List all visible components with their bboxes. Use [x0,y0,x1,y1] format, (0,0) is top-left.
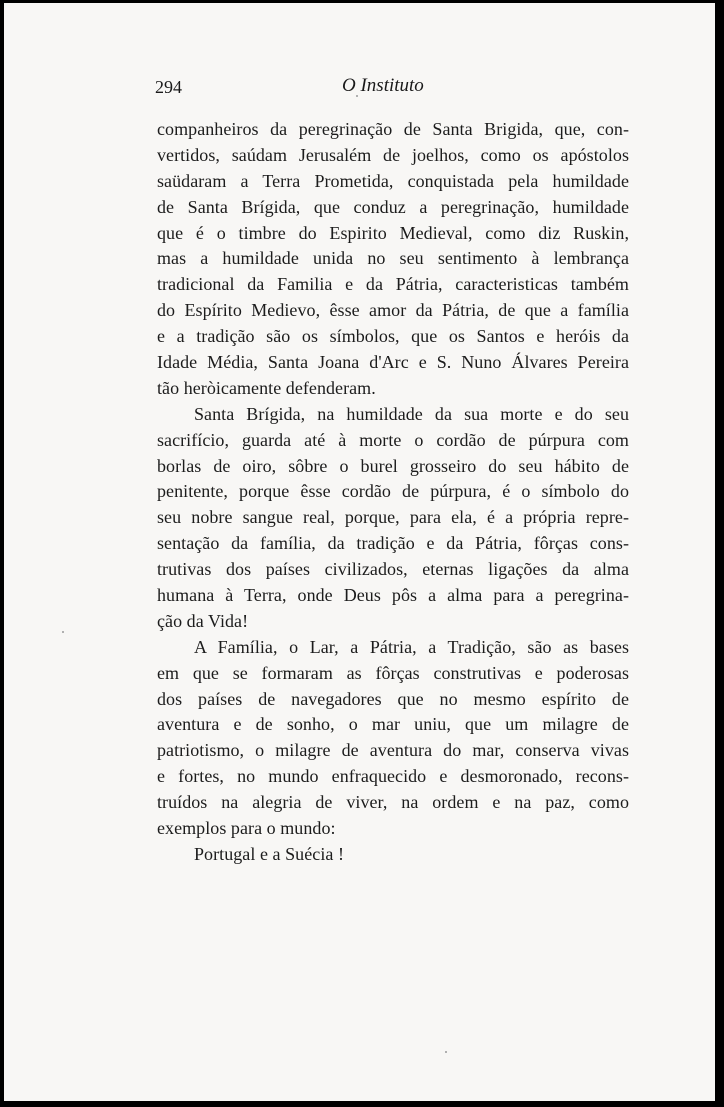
page-number: 294 [155,77,182,97]
text-line: do Espírito Medievo, êsse amor da Pátria, de que a família [157,300,629,321]
text-line: truídos na alegria de viver, na ordem e na paz, como [157,792,629,813]
text-line: tradicional da Familia e da Pátria, caracteristicas também [157,274,629,295]
running-title: O Instituto [342,75,424,96]
text-line: companheiros da peregrinação de Santa Brigida, que, con- [157,119,629,139]
text-line: aventura e de sonho, o mar uniu, que um milagre de [157,714,629,735]
text-line: ção da Vida! [157,610,249,631]
text-line: borlas de oiro, sôbre o burel grosseiro do seu hábito de [157,455,629,476]
text-line: exemplos para o mundo: [157,818,336,839]
text-line: seu nobre sangue real, porque, para ela, é a própria repre- [157,507,629,528]
closing-line: Portugal e a Suécia ! [194,843,344,864]
text-line: e a tradição são os símbolos, que os Santos e heróis da [157,326,629,347]
text-line: sacrifício, guarda até à morte o cordão de púrpura com [157,429,629,450]
text-line: em que se formaram as fôrças construtivas e poderosas [157,662,629,683]
text-line: patriotismo, o milagre de aventura do mar, conserva vivas [157,740,629,761]
text-line: tão heròicamente defenderam. [157,377,376,398]
page-header [4,75,715,105]
body-text [157,117,629,868]
text-line: saüdaram a Terra Prometida, conquistada pela humildade [157,170,629,191]
paper-speck [62,631,64,633]
text-line: dos países de navegadores que no mesmo espírito de [157,688,629,709]
text-line: e fortes, no mundo enfraquecido e desmoronado, recons- [157,766,629,787]
text-line: sentação da família, da tradição e da Pátria, fôrças cons- [157,533,629,554]
text-line: de Santa Brígida, que conduz a peregrinação, humildade [157,196,629,217]
text-line: que é o timbre do Espirito Medieval, como diz Ruskin, [157,222,629,243]
text-line: mas a humildade unida no seu sentimento à lembrança [157,248,629,269]
text-line: Santa Brígida, na humildade da sua morte e do seu [194,403,629,424]
text-line: penitente, porque êsse cordão de púrpura, é o símbolo do [157,481,629,502]
paper-speck [445,1051,447,1053]
text-line: humana à Terra, onde Deus pôs a alma para a peregrina- [157,585,629,606]
text-line: Idade Média, Santa Joana d'Arc e S. Nuno Álvares Pereira [157,352,629,373]
book-page [4,3,715,1101]
text-line: vertidos, saúdam Jerusalém de joelhos, como os apóstolos [157,144,629,165]
text-line: trutivas dos países civilizados, eternas ligações da alma [157,559,629,580]
text-line: A Família, o Lar, a Pátria, a Tradição, são as bases [194,636,629,657]
